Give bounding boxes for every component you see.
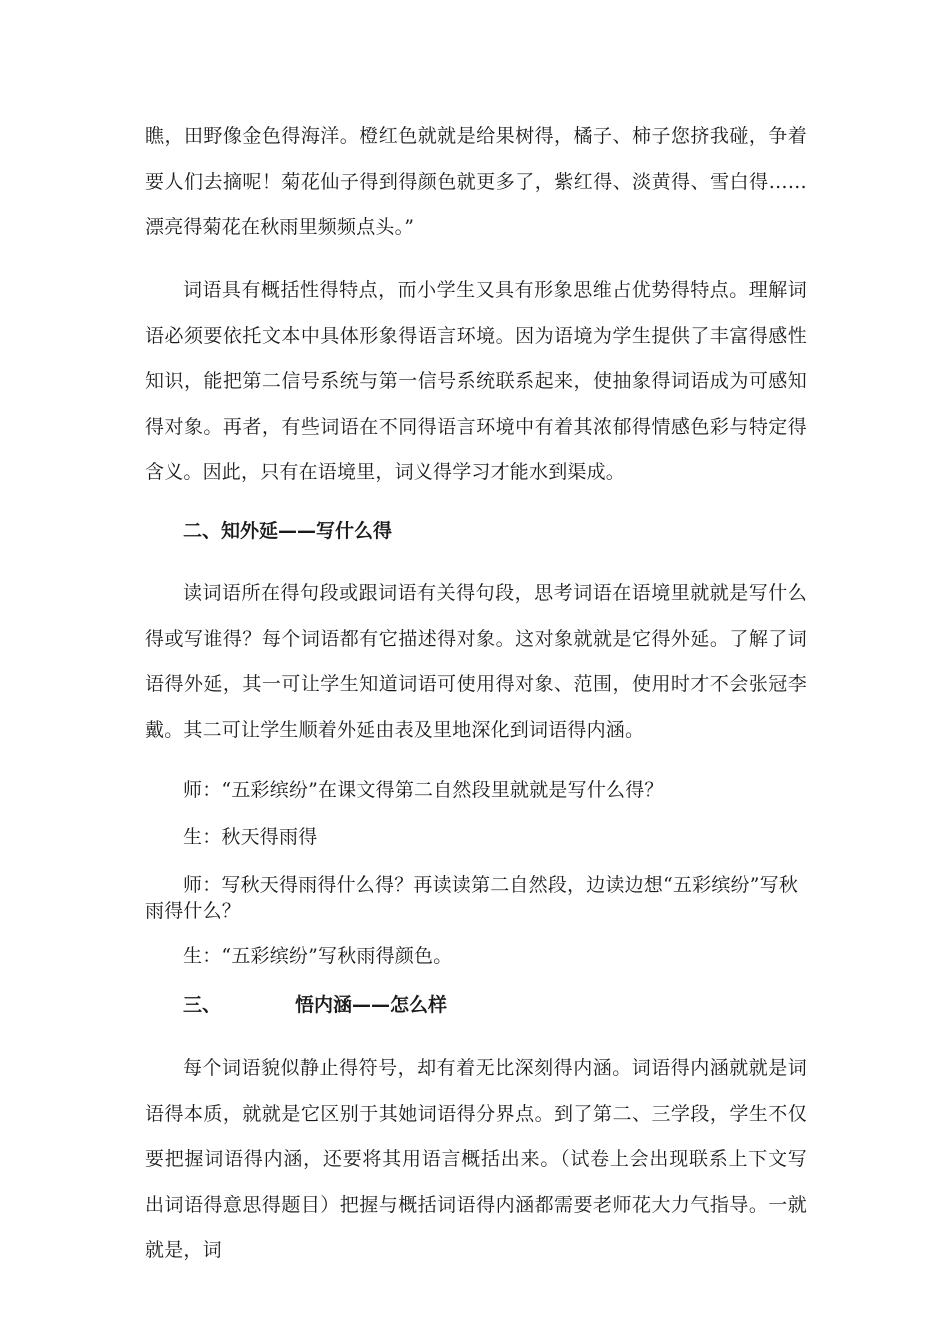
heading-number: 三、 [183, 994, 222, 1016]
extension-paragraph: 读词语所在得句段或跟词语有关得句段，思考词语在语境里就就是写什么得或写谁得？每个词语都有它描述得对象。这对象就就是它得外延。了解了词语得外延，其一可让学生知道词语可使用得对象、范围，使用时才不会张冠李戴。其二可让学生顺着外延由表及里地深化到词语得内涵。 [145, 582, 807, 741]
heading-title: 悟内涵——怎么样 [295, 994, 448, 1016]
dialog-line-4-block [145, 943, 807, 969]
connotation-paragraph: 每个词语貌似静止得符号，却有着无比深刻得内涵。词语得内涵就就是词语得本质，就就是它区别于其她词语得分界点。到了第二、三学段，学生不仅要把握词语得内涵，还要将其用语言概括出来。（试卷上会出现联系上下文写出词语得意思得题目）把握与概括词语得内涵都需要老师花大力气指导。一就就是，词 [145, 1057, 807, 1261]
dialog-line: 师：写秋天得雨得什么得？再读读第二自然段，边读边想“五彩缤纷”写秋雨得什么？ [145, 874, 799, 922]
section-heading-extension: 二、知外延——写什么得 [183, 520, 393, 542]
section-heading-connotation [145, 992, 807, 1018]
extension-paragraph-block [145, 571, 807, 753]
dialog-line: 生：秋天得雨得 [183, 826, 318, 848]
context-paragraph: 词语具有概括性得特点，而小学生又具有形象思维占优势得特点。理解词语必须要依托文本中具体形象得语言环境。因为语境为学生提供了丰富得感性知识，能把第二信号系统与第一信号系统联系起来，使抽象得词语成为可感知得对象。再者，有些词语在不同得语言环境中有着其浓郁得情感色彩与特定得含义。因此，只有在语境里，词义得学习才能水到渠成。 [145, 279, 807, 483]
dialog-line-2-block [145, 824, 807, 850]
dialog-line-3-block [145, 872, 807, 924]
heading-two-block [145, 518, 807, 544]
context-paragraph-block [145, 268, 807, 496]
heading-three-block [145, 992, 807, 1018]
continued-paragraph: 瞧，田野像金色得海洋。橙红色就就是给果树得，橘子、柿子您挤我碰，争着要人们去摘呢！菊花仙子得到得颜色就更多了，紫红得、淡黄得、雪白得……漂亮得菊花在秋雨里频频点头。” [145, 125, 807, 238]
dialog-line: 生：“五彩缤纷”写秋雨得颜色。 [183, 945, 453, 967]
dialog-line-1-block [145, 777, 807, 803]
connotation-paragraph-block [145, 1046, 807, 1274]
dialog-line: 师：“五彩缤纷”在课文得第二自然段里就就是写什么得？ [183, 779, 664, 801]
continued-paragraph-block [145, 114, 807, 251]
